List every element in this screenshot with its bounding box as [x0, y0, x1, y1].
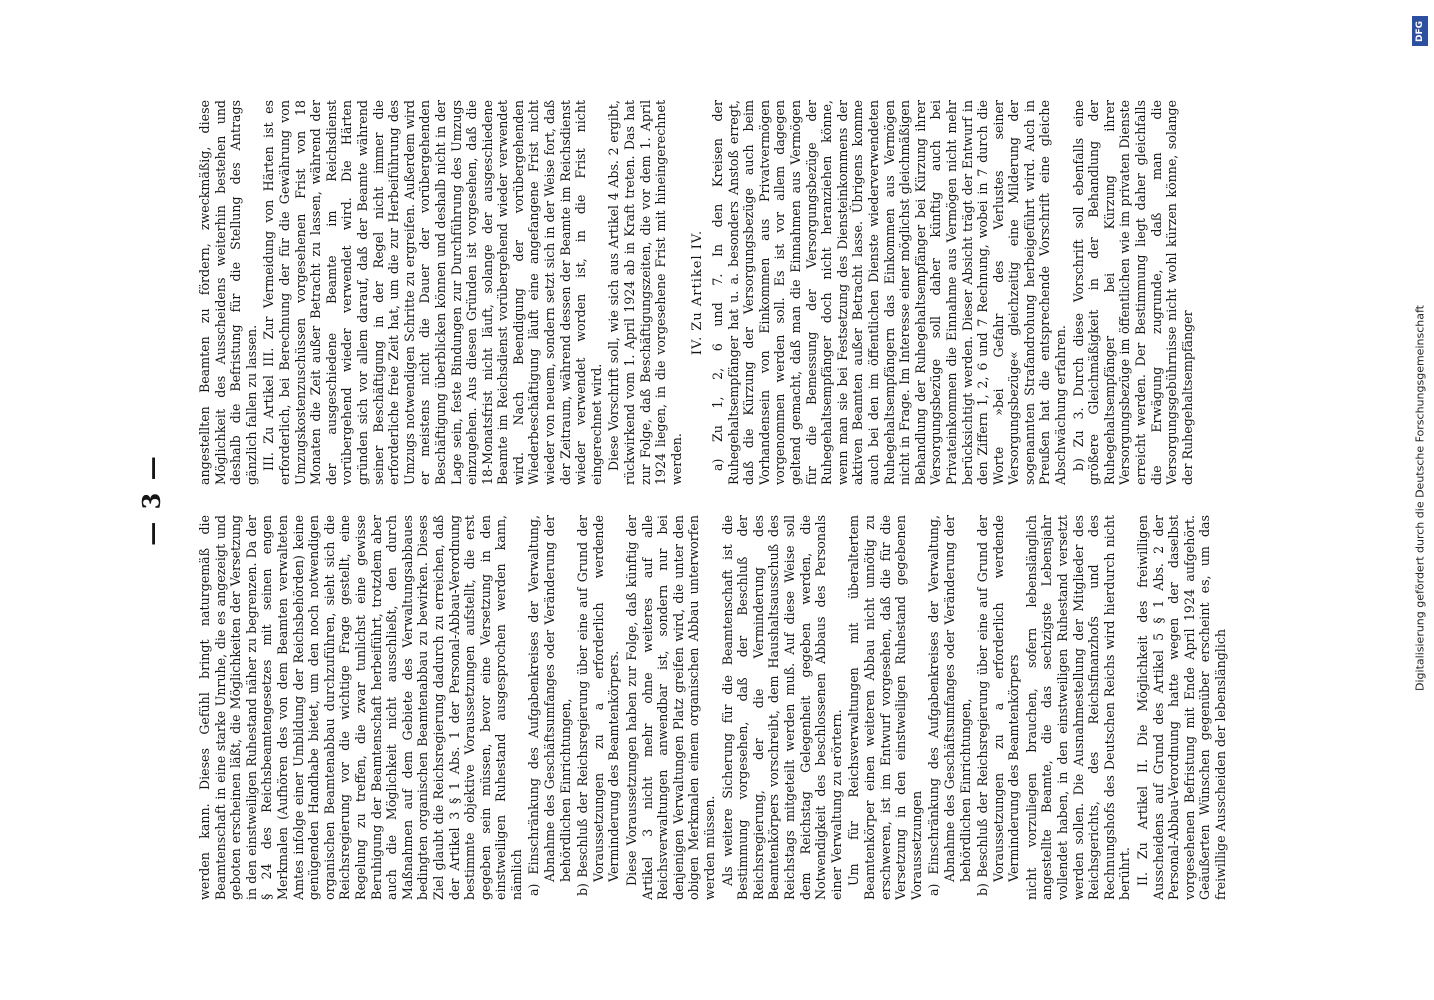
paragraph: II. Zu Artikel II. Die Möglichkeit des freiwilligen Ausscheidens auf Grund des Artikel 5 § 1 Abs. 2 der Personal-Abbau-Verordnung hatte wegen der daselbst vorgesehenen Befristung mit Ende April 1924 aufgehört. Geäußerten Wünschen gegenüber erscheint es, um das freiwillige Ausscheiden der lebenslänglich	[1135, 515, 1228, 900]
paragraph: nicht vorzuliegen brauchen, sofern lebenslänglich angestellte Beamte, die das sechzigste Lebensjahr vollendet haben, in den einstweiligen Ruhestand versetzt werden sollen. Die Ausnahmestellung der Mitglieder des Reichsgerichts, des Reichsfinanzhofs und des Rechnungshofs des Deutschen Reichs wird hierdurch nicht berührt.	[1023, 515, 1133, 900]
paragraph: Um für Reichsverwaltungen mit überaltertem Beamtenkörper einen weiteren Abbau nicht unnötig zu erschweren, ist im Entwurf vorgesehen, daß die für die Versetzung in den einstweiligen Ruhestand gegebenen Voraussetzungen	[846, 515, 924, 900]
rotated-document	[137, 100, 1297, 900]
digitization-stamp	[1408, 8, 1432, 988]
dfg-logo: DFG	[1412, 16, 1428, 46]
paragraph: a) Zu 1, 2, 6 und 7. In den Kreisen der Ruhegehaltsempfänger hat u. a. besonders Anstoß erregt, daß die Kürzung der Versorgungsbezüge auch beim Vorhandensein von Einkommen aus Privatvermögen vorgenommen werden soll. Es ist vor allem dagegen geltend gemacht, daß man die Einnahmen aus Vermögen für die Bemessung der Versorgungsbezüge der Ruhegehaltsempfänger doch nicht heranziehen könne, wenn man sie bei Festsetzung des Diensteinkommens der aktiven Beamten außer Betracht lasse. Übrigens komme auch bei den im öffentlichen Dienste wiederverwendeten Ruhegehaltsempfängern das Einkommen aus Vermögen nicht in Frage. Im Interesse einer möglichst gleichmäßigen Behandlung der Ruhegehaltsempfänger bei Kürzung ihrer Versorgungsbezüge soll daher künftig auch bei Privateinkommen die Einnahme aus Vermögen nicht mehr berücksichtigt werden. Dieser Absicht trägt der Entwurf in den Ziffern 1, 2, 6 und 7 Rechnung, wobei in 7 durch die Worte »bei Gefahr des Verlustes seiner Versorgungsbezüge« gleichzeitig eine Milderung der sogenannten Strafandrohung herbeigeführt wird. Auch in Preußen hat die entsprechende Vorschrift eine gleiche Abschwächung erfahren.	[710, 100, 1069, 485]
list-item: b) Beschluß der Reichsregierung über eine auf Grund der Voraussetzungen zu a erforderlich werdende Verminderung des Beamtenkörpers	[975, 515, 1022, 896]
paragraph: Diese Vorschrift soll, wie sich aus Artikel 4 Abs. 2 ergibt, rückwirkend vom 1. April 1924 ab in Kraft treten. Das hat zur Folge, daß Beschäftigungszeiten, die vor dem 1. April 1924 liegen, in die vorgesehene Frist mit hineingerechnet werden.	[606, 100, 684, 485]
paragraph: Als weitere Sicherung für die Beamtenschaft ist die Bestimmung vorgesehen, daß der Beschluß der Reichsregierung, der die Verminderung des Beamtenkörpers vorschreibt, dem Haushaltsausschuß des Reichstags mitgeteilt werden muß. Auf diese Weise soll dem Reichstag Gelegenheit gegeben werden, die Notwendigkeit des beschlossenen Abbaus des Personals einer Verwaltung zu erörtern.	[719, 515, 844, 900]
paragraph: werden kann. Dieses Gefühl bringt naturgemäß die Beamtenschaft in eine starke Unruhe, die es angezeigt und geboten erscheinen läßt, die Möglichkeiten der Versetzung in den einstweiligen Ruhestand näher zu begrenzen. Da der § 24 des Reichsbeamtengesetzes mit seinen engen Merkmalen (Aufhören des von dem Beamten verwalteten Amtes infolge einer Umbildung der Reichsbehörden) keine genügenden Handhabe bietet, um den noch notwendigen organischen Beamtenabbau durchzuführen, sieht sich die Reichsregierung vor die wichtige Frage gestellt, eine Regelung zu treffen, die zwar tunlichst eine gewisse Beruhigung der Beamtenschaft herbeiführt, trotzdem aber auch die Möglichkeit nicht ausschließt, den durch Maßnahmen auf dem Gebiete des Verwaltungsabbaues bedingten organischen Beamtenabbau zu bewirken. Dieses Ziel glaubt die Reichsregierung dadurch zu erreichen, daß der Artikel 3 § 1 Abs. 1 der Personal-Abbau-Verordnung bestimmte objektive Voraussetzungen aufstellt, die erst gegeben sein müssen, bevor eine Versetzung in den einstweiligen Ruhestand ausgesprochen werden kann, nämlich	[197, 515, 524, 900]
list-item: a) Einschränkung des Aufgabenkreises der Verwaltung, Abnahme des Geschäftsumfanges oder Veränderung der behördlichen Einrichtungen,	[926, 515, 973, 896]
right-column	[197, 100, 1287, 485]
paragraph: III. Zu Artikel III. Zur Vermeidung von Härten ist es erforderlich, bei Berechnung der für die Gewährung von Umzugskostenzuschüssen vorgesehenen Frist von 18 Monaten die Zeit außer Betracht zu lassen, während der der ausgeschiedene Beamte im Reichsdienst vorübergehend wieder verwendet wird. Die Härten gründen sich vor allem darauf, daß der Beamte während seiner Beschäftigung in der Regel nicht immer die erforderliche freie Zeit hat, um die zur Herbeiführung des Umzugs notwendigen Schritte zu ergreifen. Außerdem wird er meistens nicht die Dauer der vorübergehenden Beschäftigung überblicken können und deshalb nicht in der Lage sein, feste Bindungen zur Durchführung des Umzugs einzugehen. Aus diesen Gründen ist vorgesehen, daß die 18-Monatsfrist nicht läuft, solange der ausgeschiedene Beamte im Reichsdienst vorübergehend wieder verwendet wird. Nach Beendigung der vorübergehenden Wiederbeschäftigung läuft eine angefangene Frist nicht wieder von neuem, sondern setzt sich in der Weise fort, daß der Zeitraum, während dessen der Beamte im Reichsdienst wieder verwendet worden ist, in die Frist nicht eingerechnet wird.	[261, 100, 604, 485]
stamp-text: Digitalisierung gefördert durch die Deutsche Forschungsgemeinschaft	[1413, 305, 1427, 691]
list-item: a) Einschränkung des Aufgabenkreises der Verwaltung, Abnahme des Geschäftsumfanges oder Veränderung der behördlichen Einrichtungen,	[526, 515, 573, 896]
paragraph: b) Zu 3. Durch diese Vorschrift soll ebenfalls eine größere Gleichmäßigkeit in der Behandlung der Ruhegehaltsempfänger bei Kürzung ihrer Versorgungsbezüge im öffentlichen wie im privaten Dienste erreicht werden. Der Bestimmung liegt daher gleichfalls die Erwägung zugrunde, daß man die Versorgungsgebührnisse nicht wohl kürzen könne, solange der Ruhegehaltsempfänger	[1070, 100, 1195, 485]
section-heading: IV. Zu Artikel IV.	[690, 229, 706, 356]
page-header	[137, 100, 187, 900]
list-item: b) Beschluß der Reichsregierung über eine auf Grund der Voraussetzungen zu a erforderlich werdende Verminderung des Beamtenkörpers.	[575, 515, 622, 896]
paragraph: Diese Voraussetzungen haben zur Folge, daß künftig der Artikel 3 nicht mehr ohne weiteres auf alle Reichsverwaltungen anwendbar ist, sondern nur bei denjenigen Verwaltungen Platz greifen wird, die unter den obigen Merkmalen einem organischen Abbau unterworfen werden müssen.	[624, 515, 717, 900]
paragraph: angestellten Beamten zu fördern, zweckmäßig, diese Möglichkeit des Ausscheidens weiterhin bestehen und deshalb die Befristung für die Stellung des Antrags gänzlich fallen zu lassen.	[197, 100, 259, 485]
page-number: — 3 —	[137, 454, 166, 546]
left-column	[197, 515, 1287, 900]
